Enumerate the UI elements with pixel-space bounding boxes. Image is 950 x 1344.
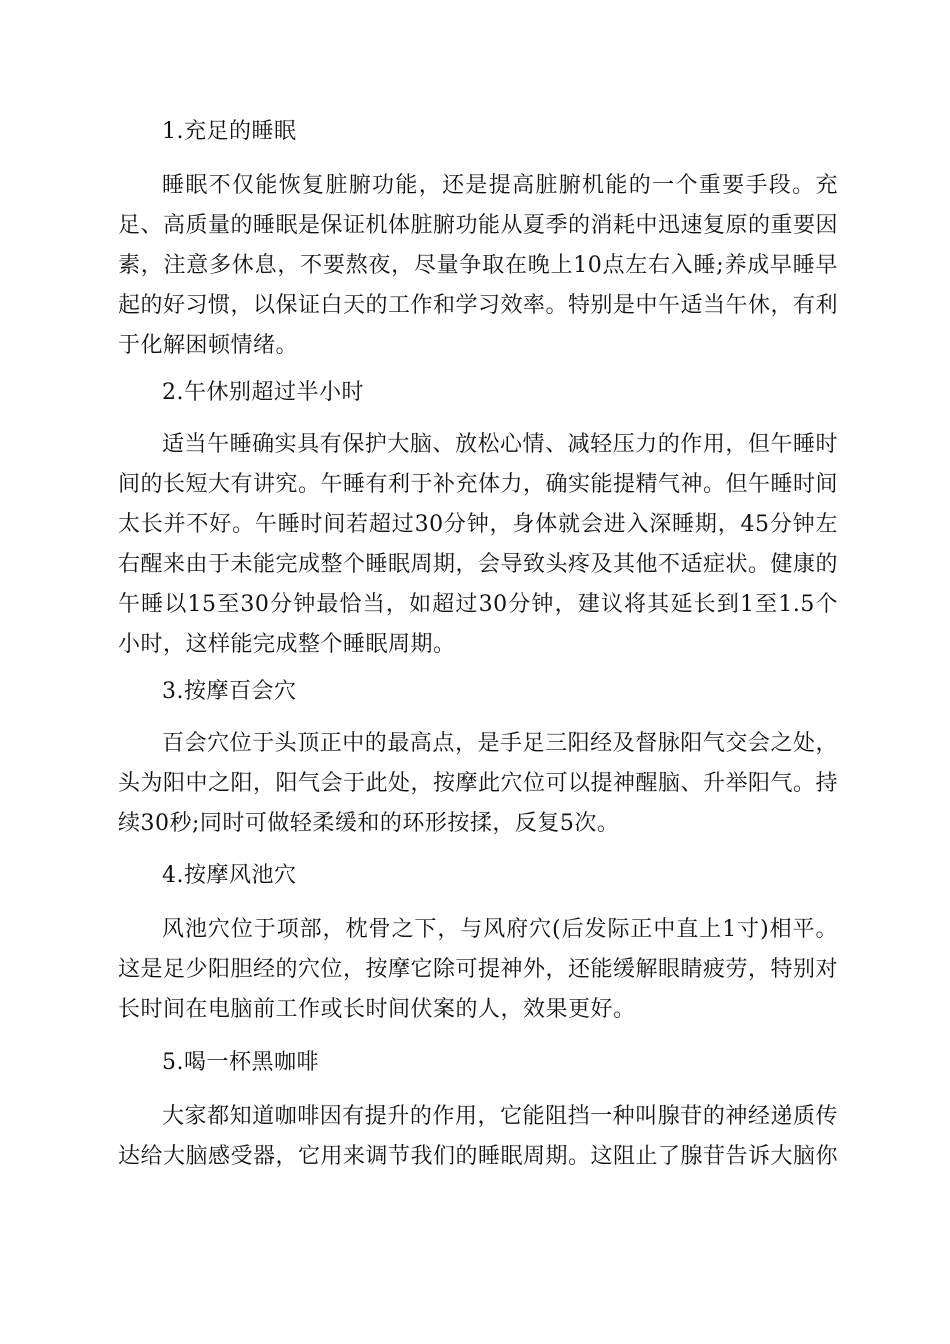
section-3-body: 百会穴位于头顶正中的最高点，是手足三阳经及督脉阳气交会之处，头为阳中之阳，阳气会于此处，按摩此穴位可以提神醒脑、升举阳气。持续30秒;同时可做轻柔缓和的环形按揉，反复5次。: [118, 731, 839, 836]
section-4-heading: 4.按摩风池穴: [162, 863, 297, 888]
section-1-heading: 1.充足的睡眠: [162, 119, 297, 144]
section-3-heading: 3.按摩百会穴: [162, 679, 297, 704]
section-1-body: 睡眠不仅能恢复脏腑功能，还是提高脏腑机能的一个重要手段。充足、高质量的睡眠是保证机体脏腑功能从夏季的消耗中迅速复原的重要因素，注意多休息，不要熬夜，尽量争取在晚上10点左右入睡;养成早睡早起的好习惯，以保证白天的工作和学习效率。特别是中午适当午休，有利于化解困顿情绪。: [118, 173, 839, 358]
section-2-body: 适当午睡确实具有保护大脑、放松心情、减轻压力的作用，但午睡时间的长短大有讲究。午睡有利于补充体力，确实能提精气神。但午睡时间太长并不好。午睡时间若超过30分钟，身体就会进入深睡期，45分钟左右醒来由于未能完成整个睡眠周期，会导致头疼及其他不适症状。健康的午睡以15至30分钟最恰当，如超过30分钟，建议将其延长到1至1.5个小时，这样能完成整个睡眠周期。: [118, 432, 839, 657]
section-5-body: 大家都知道咖啡因有提升的作用，它能阻挡一种叫腺苷的神经递质传达给大脑感受器，它用来调节我们的睡眠周期。这阻止了腺苷告诉大脑你: [118, 1104, 839, 1169]
section-5-heading: 5.喝一杯黑咖啡: [162, 1050, 319, 1075]
section-4-body: 风池穴位于项部，枕骨之下，与风府穴(后发际正中直上1寸)相平。这是足少阳胆经的穴位，按摩它除可提神外，还能缓解眼睛疲劳，特别对长时间在电脑前工作或长时间伏案的人，效果更好。: [118, 917, 839, 1022]
section-2-heading: 2.午休别超过半小时: [162, 380, 364, 405]
